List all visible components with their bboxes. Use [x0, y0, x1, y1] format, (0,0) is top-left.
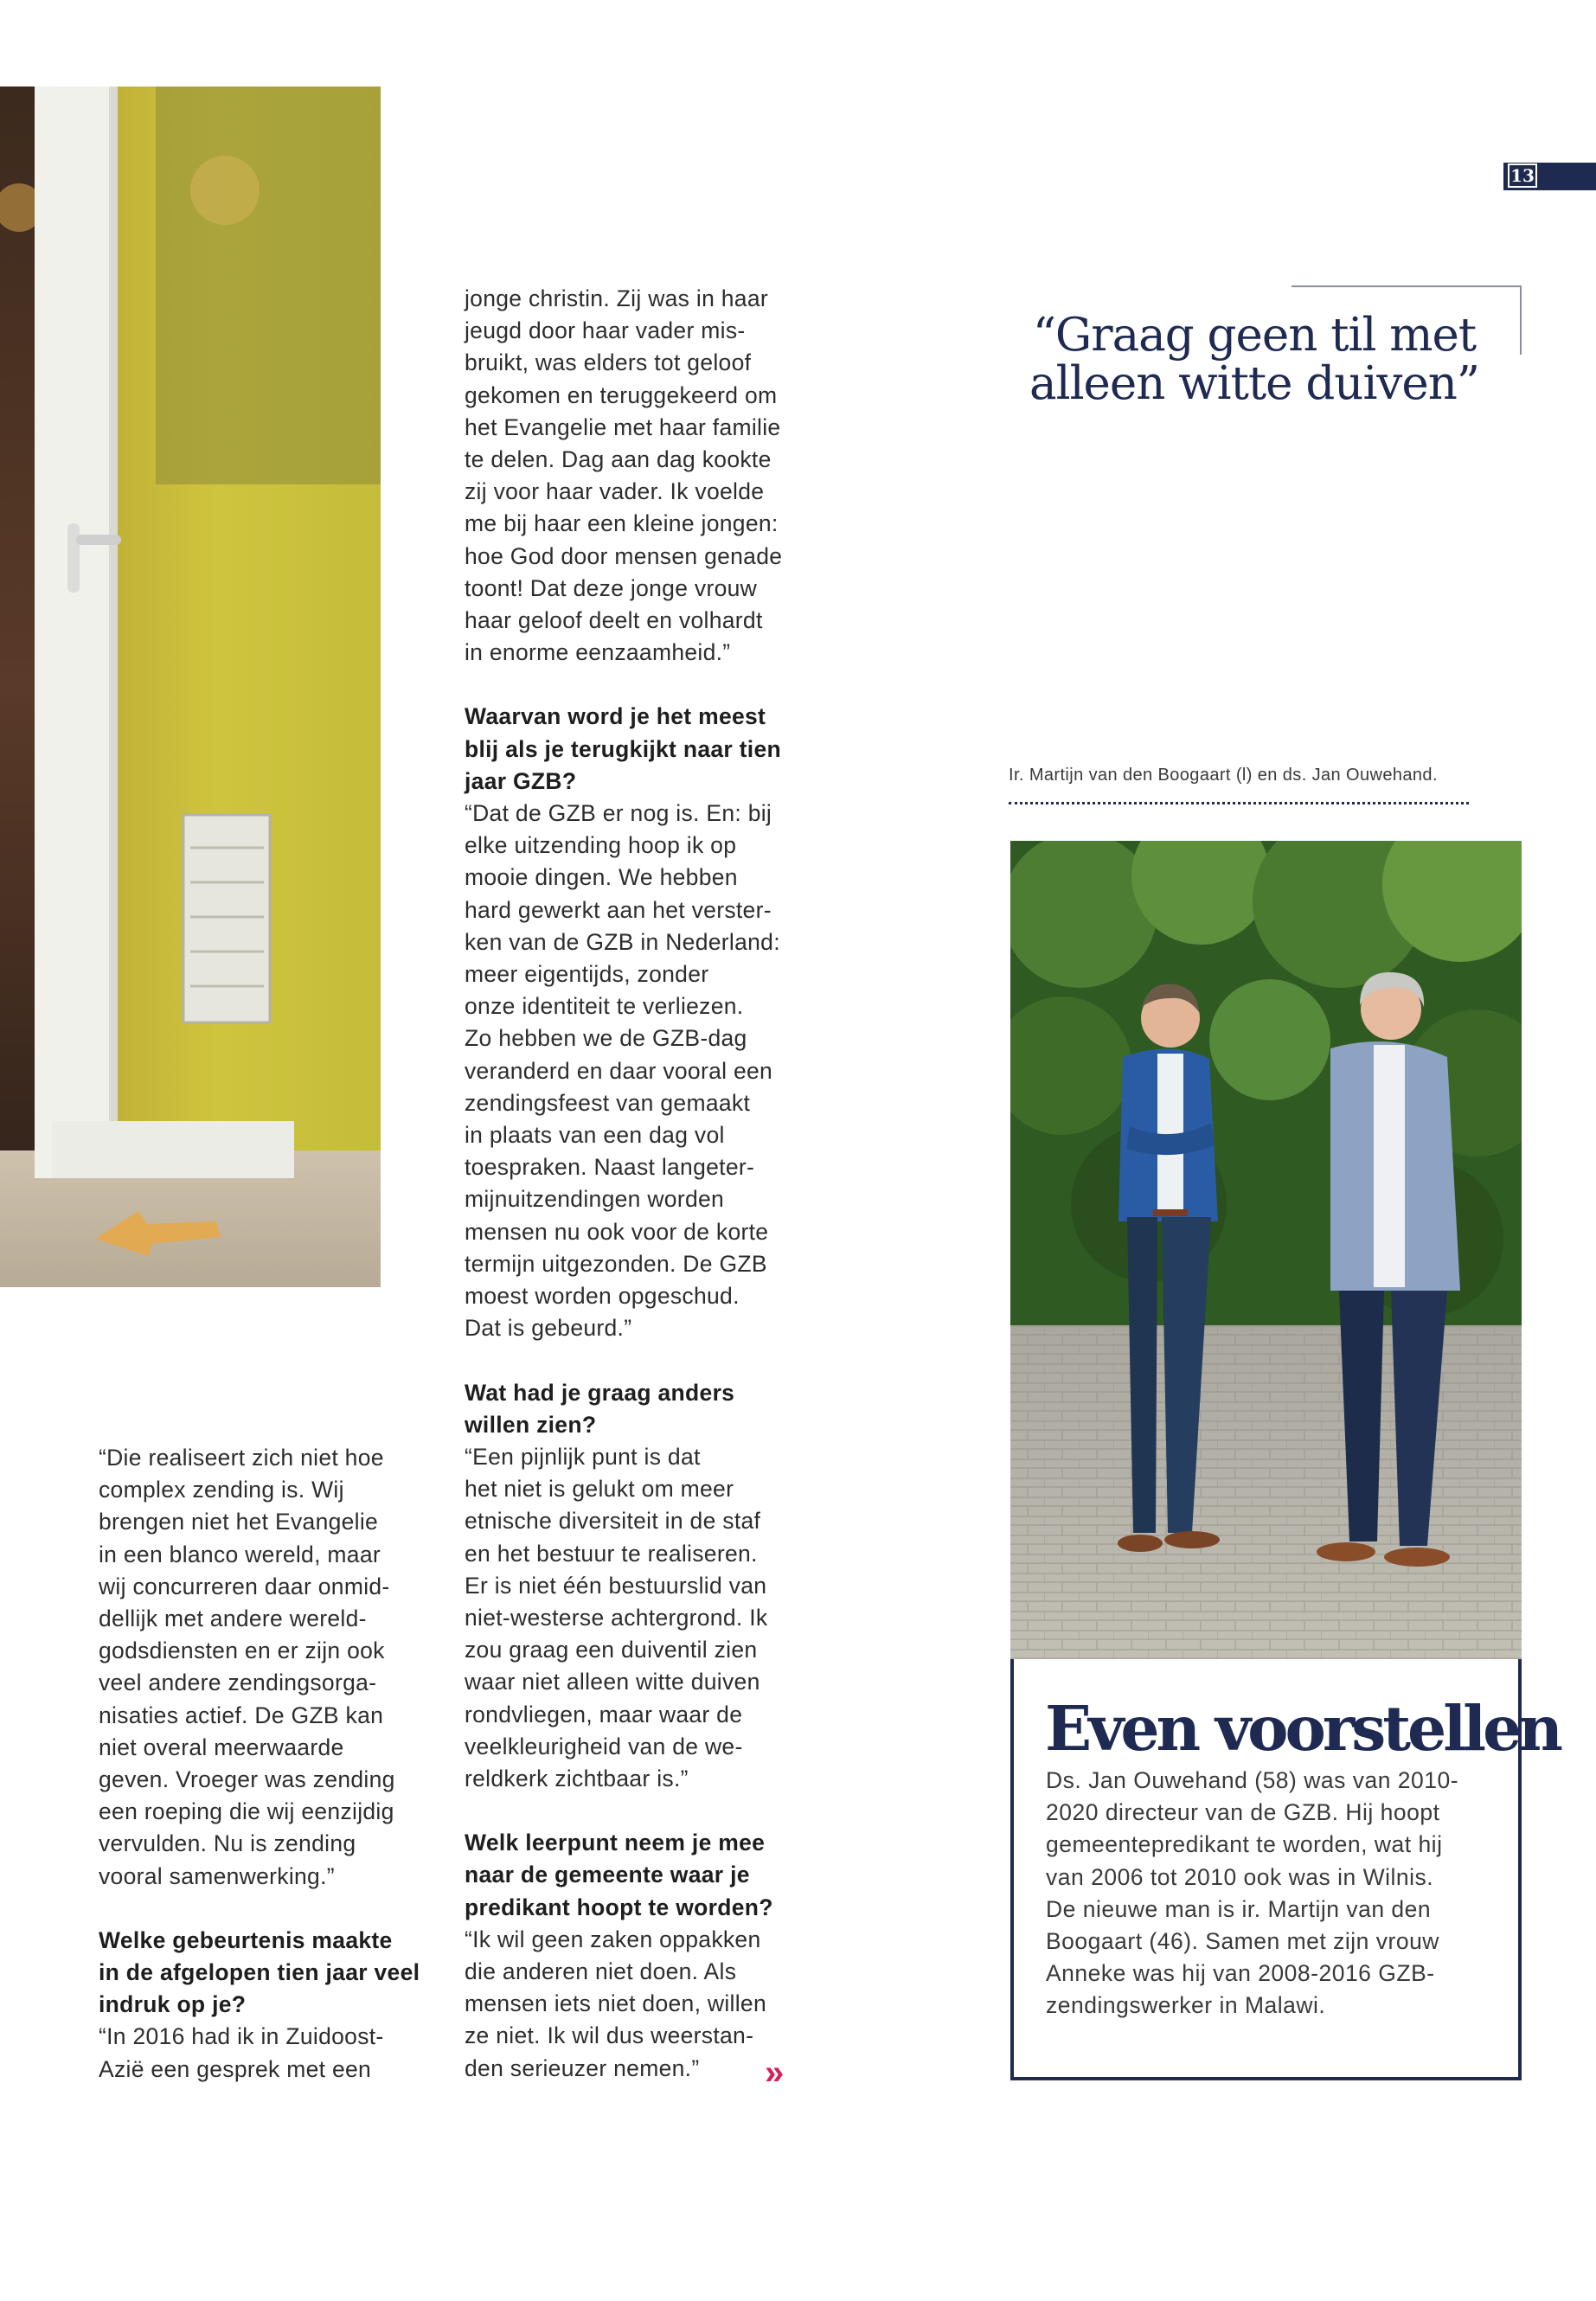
body-text-line: in enorme eenzaamheid.” [465, 639, 731, 666]
page-number: 13 [1508, 163, 1537, 188]
body-text-line: De nieuwe man is ir. Martijn van den [1046, 1895, 1432, 1922]
interview-question-line: willen zien? [465, 1411, 597, 1438]
body-text-line: geven. Vroeger was zending [99, 1766, 395, 1793]
portrait-photo [1010, 841, 1522, 1659]
body-text-line: wij concurreren daar onmid- [99, 1573, 390, 1599]
body-text-line: niet-westerse achtergrond. Ik [465, 1604, 768, 1631]
body-text-line: onze identiteit te verliezen. [465, 993, 744, 1020]
body-text-line: “Een pijnlijk punt is dat [465, 1443, 701, 1470]
body-text-line: in een blanco wereld, maar [99, 1541, 381, 1567]
body-text-line: Boogaart (46). Samen met zijn vrouw [1046, 1928, 1439, 1955]
body-text-line: elke uitzending hoop ik op [465, 832, 737, 859]
body-text-line: in plaats van een dag vol [465, 1122, 725, 1149]
pullquote-line: alleen witte duiven” [1029, 357, 1479, 410]
door-photo [0, 87, 381, 1287]
body-text-line: nisaties actief. De GZB kan [99, 1702, 384, 1728]
interview-question-line: Waarvan word je het meest [465, 703, 766, 730]
body-text-line: haar geloof deelt en volhardt [465, 607, 763, 634]
body-text-line: van 2006 tot 2010 ook was in Wilnis. [1046, 1863, 1434, 1890]
body-text-line: “Die realiseert zich niet hoe [99, 1445, 384, 1471]
body-text-line: Er is niet één bestuurslid van [465, 1572, 767, 1599]
body-text-line: Dat is gebeurd.” [465, 1315, 632, 1342]
body-text-line: mensen iets niet doen, willen [465, 1990, 766, 2017]
body-text-line: het niet is gelukt om meer [465, 1476, 734, 1503]
body-text-line: niet overal meerwaarde [99, 1734, 344, 1760]
body-text-line: Anneke was hij van 2008-2016 GZB- [1046, 1960, 1435, 1987]
body-text-line: ze niet. Ik wil dus weerstan- [465, 2022, 754, 2049]
body-text-line: zendingswerker in Malawi. [1046, 1992, 1326, 2019]
body-text-line: en het bestuur te realiseren. [465, 1540, 758, 1567]
body-text-line: 2020 directeur van de GZB. Hij hoopt [1046, 1799, 1440, 1826]
article-column-left [99, 1442, 436, 2086]
intro-title: Even voorstellen [1045, 1692, 1560, 1765]
body-text-line: een roeping die wij eenzijdig [99, 1798, 394, 1825]
interview-question-line: predikant hoopt te worden? [465, 1894, 773, 1920]
body-text-line: bruikt, was elders tot geloof [465, 349, 752, 376]
body-text-line: gekomen en teruggekeerd om [465, 381, 778, 408]
portrait-photo-illustration [1010, 841, 1522, 1659]
continue-arrow-icon: » [765, 2054, 781, 2092]
body-text-line: rondvliegen, maar waar de [465, 1701, 743, 1727]
body-text-line: te delen. Dag aan dag kookte [465, 446, 772, 473]
page-number-tab [1503, 163, 1596, 190]
interview-question-line: Wat had je graag anders [465, 1379, 735, 1406]
body-text-line: brengen niet het Evangelie [99, 1509, 379, 1535]
interview-question-line: in de afgelopen tien jaar veel [99, 1959, 420, 1986]
body-text-line: zij voor haar vader. Ik voelde [465, 478, 765, 505]
body-text-line: dellijk met andere wereld- [99, 1606, 367, 1632]
interview-question-line: blij als je terugkijkt naar tien [465, 735, 781, 762]
body-text-line: jeugd door haar vader mis- [465, 317, 746, 344]
body-text-line: toont! Dat deze jonge vrouw [465, 574, 758, 601]
body-text-line: Azië een gesprek met een [99, 2055, 372, 2082]
body-text-line: hard gewerkt aan het verster- [465, 896, 772, 923]
pullquote [1003, 311, 1505, 408]
interview-question-line: Welke gebeurtenis maakte [99, 1926, 393, 1953]
paragraph-gap [99, 1893, 436, 1925]
paragraph-gap [465, 669, 802, 701]
body-text-line: complex zending is. Wij [99, 1477, 344, 1503]
body-text-line: waar niet alleen witte duiven [465, 1669, 760, 1695]
body-text-line: mijnuitzendingen worden [465, 1186, 725, 1213]
pullquote-line: “Graag geen til met [1032, 309, 1477, 362]
body-text-line: het Evangelie met haar familie [465, 413, 781, 440]
body-text-line: etnische diversiteit in de staf [465, 1508, 761, 1535]
body-text-line: “In 2016 had ik in Zuidoost- [99, 2023, 384, 2050]
article-column-middle [465, 283, 802, 2085]
body-text-line: termijn uitgezonden. De GZB [465, 1250, 767, 1277]
body-text-line: zou graag een duiventil zien [465, 1637, 758, 1663]
body-text-line: “Dat de GZB er nog is. En: bij [465, 800, 772, 827]
body-text-line: veel andere zendingsorga- [99, 1670, 377, 1696]
body-text-line: Ds. Jan Ouwehand (58) was van 2010- [1046, 1767, 1459, 1793]
interview-question-line: indruk op je? [99, 1991, 247, 2018]
body-text-line: jonge christin. Zij was in haar [465, 285, 769, 311]
body-text-line: me bij haar een kleine jongen: [465, 510, 779, 537]
body-text-line: gemeentepredikant te worden, wat hij [1046, 1831, 1443, 1858]
caption-divider [1009, 802, 1469, 804]
body-text-line: meer eigentijds, zonder [465, 961, 709, 988]
body-text-line: moest worden opgeschud. [465, 1283, 740, 1310]
body-text-line: Zo hebben we de GZB-dag [465, 1025, 747, 1052]
body-text-line: mooie dingen. We hebben [465, 864, 738, 891]
body-text-line: veelkleurigheid van de we- [465, 1733, 743, 1759]
body-text-line: godsdiensten en er zijn ook [99, 1638, 385, 1664]
body-text-line: zendingsfeest van gemaakt [465, 1089, 751, 1116]
interview-question-line: jaar GZB? [465, 767, 577, 794]
door-photo-illustration [0, 87, 381, 1287]
body-text-line: “Ik wil geen zaken oppakken [465, 1926, 761, 1952]
intro-text [1046, 1765, 1504, 2022]
body-text-line: die anderen niet doen. Als [465, 1958, 737, 1984]
interview-question-line: Welk leerpunt neem je mee [465, 1830, 766, 1856]
photo-caption: Ir. Martijn van den Boogaart (l) en ds. Jan Ouwehand. [1009, 766, 1438, 785]
body-text-line: ken van de GZB in Nederland: [465, 928, 780, 955]
body-text-line: reldkerk zichtbaar is.” [465, 1765, 689, 1791]
body-text-line: vooral samenwerking.” [99, 1862, 335, 1889]
body-text-line: toespraken. Naast langeter- [465, 1154, 755, 1181]
paragraph-gap [465, 1345, 802, 1377]
body-text-line: hoe God door mensen genade [465, 542, 783, 569]
body-text-line: vervulden. Nu is zending [99, 1830, 356, 1857]
body-text-line: mensen nu ook voor de korte [465, 1218, 769, 1245]
interview-question-line: naar de gemeente waar je [465, 1862, 750, 1888]
paragraph-gap [465, 1795, 802, 1827]
body-text-line: den serieuzer nemen.” [465, 2054, 700, 2081]
body-text-line: veranderd en daar vooral een [465, 1057, 773, 1084]
